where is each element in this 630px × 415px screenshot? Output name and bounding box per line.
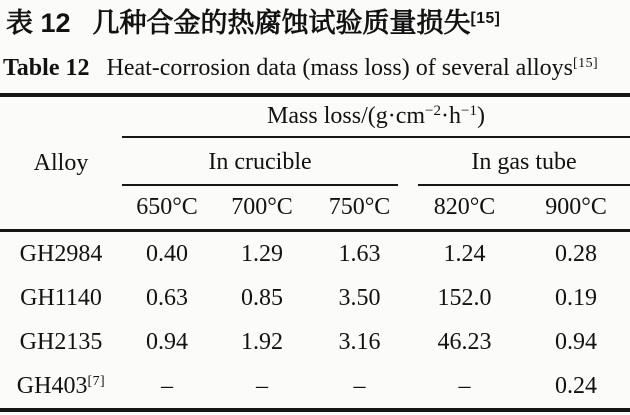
citation-ref-zh: [15]	[470, 10, 501, 28]
table-body	[0, 231, 630, 411]
alloy-name: GH2984	[19, 240, 103, 267]
value-cell: –	[161, 372, 173, 399]
column-header-650c: 650°C	[122, 186, 212, 231]
heat-corrosion-data-table	[0, 93, 630, 412]
value-cell: 1.29	[241, 240, 283, 267]
alloy-name: GH2135	[19, 328, 103, 355]
unit-text: Mass loss/(g·cm	[267, 103, 426, 129]
value-cell: 1.63	[338, 240, 381, 267]
value-cell: –	[256, 372, 268, 399]
table-row-gh1140	[0, 276, 630, 320]
value-cell: 0.85	[241, 284, 283, 311]
table-header	[0, 95, 630, 231]
table-row-gh2135	[0, 320, 630, 364]
column-group-in-crucible	[122, 137, 407, 186]
column-group-mass-loss-unit	[122, 95, 630, 137]
alloy-name: GH1140	[20, 284, 102, 311]
unit-superscript: −2	[425, 103, 442, 119]
value-cell: 1.24	[443, 240, 486, 267]
unit-superscript: −1	[461, 103, 477, 119]
value-cell: 3.16	[338, 328, 381, 355]
column-header-820c: 820°C	[407, 186, 522, 231]
alloy-name-cell	[0, 364, 122, 410]
column-header-alloy: Alloy	[0, 95, 122, 231]
table-caption-zh: 几种合金的热腐蚀试验质量损失	[92, 8, 471, 38]
alloy-name-cell	[0, 276, 122, 320]
value-cell: 3.50	[338, 284, 381, 311]
value-cell: 0.19	[555, 284, 598, 311]
header-row-unit	[0, 95, 630, 137]
value-cell: 1.92	[241, 328, 283, 355]
table-title-en	[3, 52, 630, 88]
value-cell: –	[458, 372, 471, 399]
column-header-700c: 700°C	[212, 186, 312, 231]
table-number-en: Table 12	[3, 55, 90, 81]
unit-text: ·h	[441, 103, 462, 129]
alloy-name-cell	[0, 231, 122, 277]
table-caption-en: Heat-corrosion data (mass loss) of several alloys	[106, 55, 574, 81]
table-row-gh2984	[0, 231, 630, 277]
citation-ref-en: [15]	[573, 56, 599, 72]
alloy-citation-ref: [7]	[87, 373, 106, 389]
table-title-zh	[6, 6, 630, 45]
value-cell: 0.24	[555, 372, 598, 399]
group-label-in-gas-tube: In gas tube	[418, 148, 630, 186]
group-label-in-crucible: In crucible	[122, 148, 398, 186]
value-cell: –	[353, 372, 366, 399]
value-cell: 46.23	[437, 328, 492, 355]
column-header-900c: 900°C	[522, 186, 630, 231]
value-cell: 0.28	[555, 240, 598, 267]
alloy-name: GH403	[16, 372, 88, 399]
value-cell: 0.63	[146, 284, 188, 311]
value-cell: 0.94	[555, 328, 598, 355]
table-number-zh: 表 12	[6, 8, 71, 38]
value-cell: 0.94	[146, 328, 188, 355]
table-row-gh403	[0, 364, 630, 410]
value-cell: 0.40	[146, 240, 188, 267]
column-header-750c: 750°C	[312, 186, 407, 231]
unit-text: )	[476, 103, 485, 129]
value-cell: 152.0	[437, 284, 492, 311]
column-group-in-gas-tube	[407, 137, 630, 186]
alloy-name-cell	[0, 320, 122, 364]
